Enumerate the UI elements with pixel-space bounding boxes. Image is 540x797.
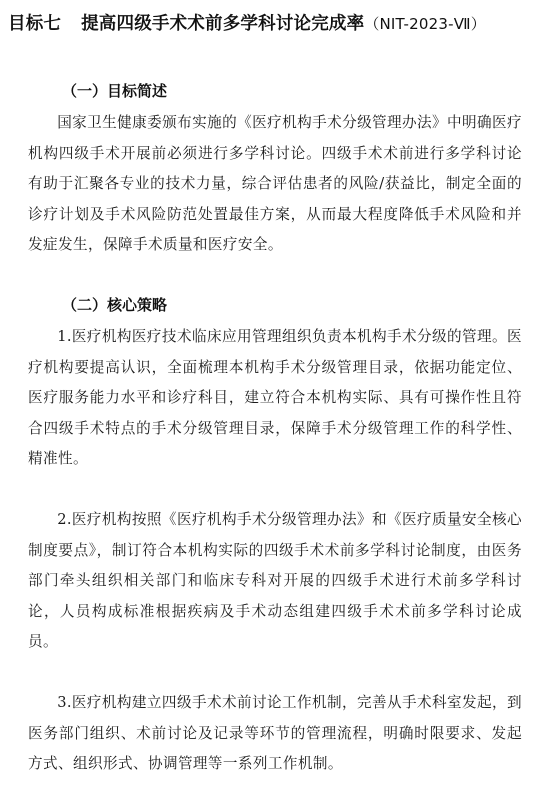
page-title (8, 8, 532, 41)
goal-title: 提高四级手术术前多学科讨论完成率 (81, 14, 365, 34)
strategy-item-1: 1.医疗机构医疗技术临床应用管理组织负责本机构手术分级的管理。医疗机构要提高认识，全面梳理本机构手术分级管理目录，依据功能定位、医疗服务能力水平和诊疗科目，建立符合本机构实际、具有可操作性且符合四级手术特点的手术分级管理目录，保障手术分级管理工作的科学性、精准性。 (28, 328, 522, 467)
section-heading-summary: （一）目标简述 (62, 82, 168, 100)
section-heading-strategy: （二）核心策略 (62, 296, 168, 314)
strategy-item-3: 3.医疗机构建立四级手术术前讨论工作机制，完善从手术科室发起，到医务部门组织、术前讨论及记录等环节的管理流程，明确时限要求、发起方式、组织形式、协调管理等一系列工作机制。 (28, 694, 522, 772)
goal-number: 目标七 (8, 14, 62, 34)
goal-code: （NIT-2023-Ⅶ） (364, 15, 486, 33)
summary-paragraph: 国家卫生健康委颁布实施的《医疗机构手术分级管理办法》中明确医疗机构四级手术开展前必须进行多学科讨论。四级手术术前进行多学科讨论有助于汇聚各专业的技术力量，综合评估患者的风险/获益比，制定全面的诊疗计划及手术风险防范处置最佳方案，从而最大程度降低手术风险和并发症发生，保障手术质量和医疗安全。 (28, 114, 522, 253)
strategy-item-2: 2.医疗机构按照《医疗机构手术分级管理办法》和《医疗质量安全核心制度要点》，制订符合本机构实际的四级手术术前多学科讨论制度，由医务部门牵头组织相关部门和临床专科对开展的四级手术进行术前多学科讨论，人员构成标准根据疾病及手术动态组建四级手术术前多学科讨论成员。 (28, 511, 522, 650)
